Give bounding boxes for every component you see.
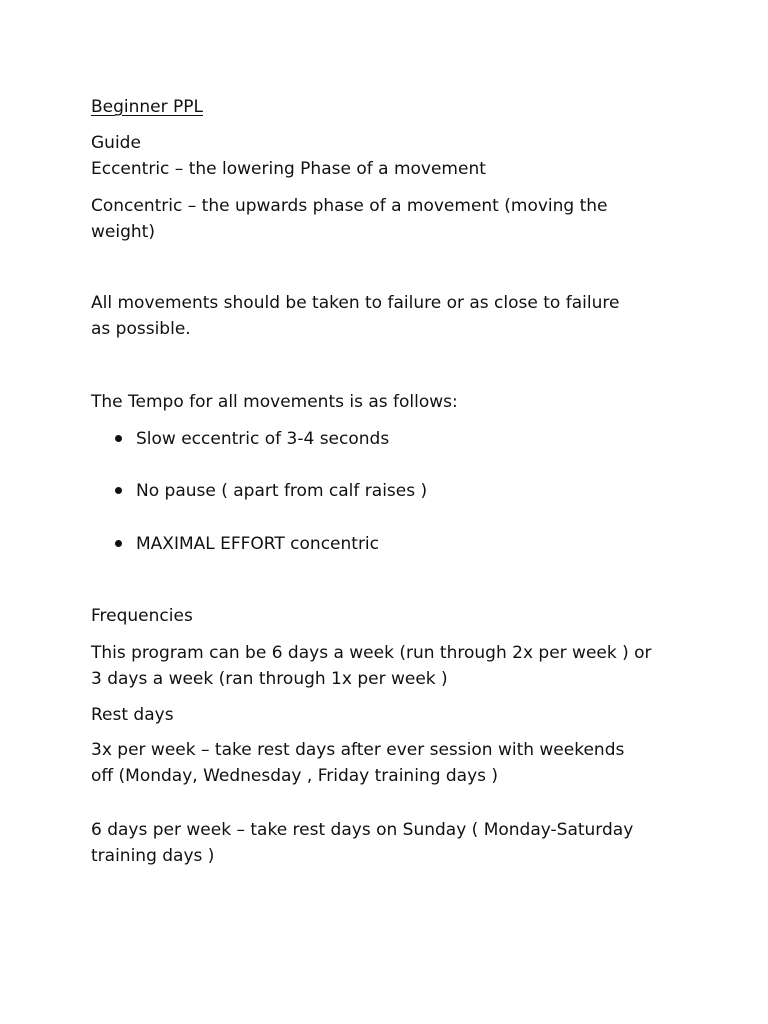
eccentric-definition: Eccentric – the lowering Phase of a movement xyxy=(91,159,486,179)
guide-heading: Guide xyxy=(91,133,141,153)
failure-note-line-2: as possible. xyxy=(91,319,191,339)
bullet-icon xyxy=(115,540,122,547)
concentric-definition-line-2: weight) xyxy=(91,222,155,242)
tempo-item-text: Slow eccentric of 3-4 seconds xyxy=(136,429,390,449)
rest-3x-line-1: 3x per week – take rest days after ever session with weekends xyxy=(91,740,625,760)
failure-note-line-1: All movements should be taken to failure or as close to failure xyxy=(91,293,620,313)
rest-3x-line-2: off (Monday, Wednesday , Friday training days ) xyxy=(91,766,499,786)
frequencies-line-2: 3 days a week (ran through 1x per week ) xyxy=(91,669,448,689)
rest-6x-line-1: 6 days per week – take rest days on Sunday ( Monday-Saturday xyxy=(91,820,634,840)
tempo-item-text: MAXIMAL EFFORT concentric xyxy=(136,534,379,554)
bullet-icon xyxy=(115,487,122,494)
document-title: Beginner PPL xyxy=(91,97,204,117)
rest-6x-line-2: training days ) xyxy=(91,846,215,866)
tempo-intro: The Tempo for all movements is as follows: xyxy=(91,392,458,412)
concentric-definition-line-1: Concentric – the upwards phase of a movement (moving the xyxy=(91,196,608,216)
tempo-item-text: No pause ( apart from calf raises ) xyxy=(136,481,428,501)
frequencies-heading: Frequencies xyxy=(91,606,193,626)
rest-days-heading: Rest days xyxy=(91,705,174,725)
frequencies-line-1: This program can be 6 days a week (run through 2x per week ) or xyxy=(91,643,652,663)
bullet-icon xyxy=(115,435,122,442)
